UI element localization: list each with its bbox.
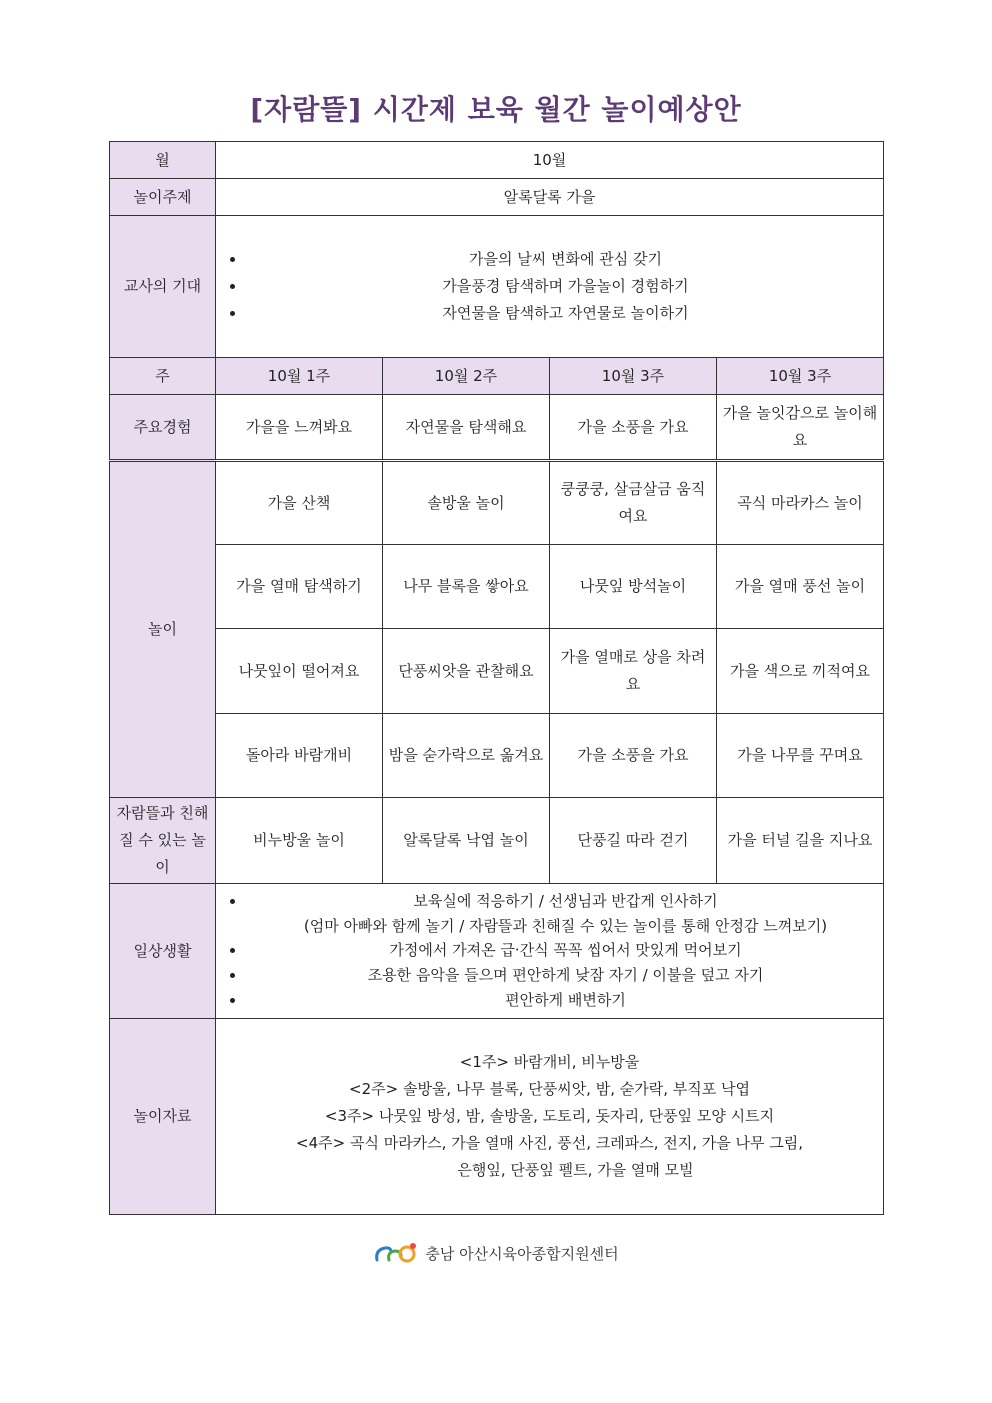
daily-life-item: • 가정에서 가져온 급·간식 꼭꼭 씹어서 맛있게 먹어보기 (246, 938, 879, 963)
play-cell: 솔방울 놀이 (383, 461, 550, 545)
play-cell: 가을 산책 (216, 461, 383, 545)
play-cell: 가을 열매 탐색하기 (216, 545, 383, 629)
expectations-cell (216, 216, 884, 358)
materials-week-2: <2주> 솔방울, 나무 블록, 단풍씨앗, 밤, 숟가락, 부직포 낙엽 (349, 1080, 750, 1098)
experience-cell: 가을을 느껴봐요 (216, 395, 383, 461)
experience-cell: 가을 놀잇감으로 놀이해요 (717, 395, 884, 461)
friendly-play-row (110, 798, 884, 884)
daily-life-item (246, 889, 879, 938)
expectations-row (110, 216, 884, 358)
daily-life-cell (216, 884, 884, 1019)
experience-cell: 가을 소풍을 가요 (550, 395, 717, 461)
play-cell: 가을 나무를 꾸며요 (717, 714, 884, 798)
week-header: 10월 1주 (216, 358, 383, 395)
week-header: 10월 3주 (550, 358, 717, 395)
play-cell: 가을 색으로 끼적여요 (717, 629, 884, 714)
theme-value: 알록달록 가을 (216, 179, 884, 216)
daily-life-row (110, 884, 884, 1019)
theme-row (110, 179, 884, 216)
center-logo-icon (373, 1240, 419, 1266)
friendly-play-label: 자람뜰과 친해질 수 있는 놀이 (110, 798, 216, 884)
expectation-item: • 자연물을 탐색하고 자연물로 놀이하기 (246, 300, 879, 327)
expectation-item: • 가을풍경 탐색하며 가을놀이 경험하기 (246, 273, 879, 300)
play-cell: 나무 블록을 쌓아요 (383, 545, 550, 629)
daily-life-item: • 조용한 음악을 들으며 편안하게 낮잠 자기 / 이불을 덮고 자기 (246, 963, 879, 988)
weeks-label: 주 (110, 358, 216, 395)
page-title: [자람뜰] 시간제 보육 월간 놀이예상안 (250, 93, 742, 126)
materials-cell (216, 1019, 884, 1215)
daily-life-label: 일상생활 (110, 884, 216, 1019)
play-row (110, 629, 884, 714)
play-cell: 단풍씨앗을 관찰해요 (383, 629, 550, 714)
materials-week-4: <4주> 곡식 마라카스, 가을 열매 사진, 풍선, 크레파스, 전지, 가을 나무 그림, (296, 1134, 803, 1152)
experience-cell: 자연물을 탐색해요 (383, 395, 550, 461)
play-cell: 쿵쿵쿵, 살금살금 움직여요 (550, 461, 717, 545)
month-value: 10월 (216, 142, 884, 179)
play-cell: 돌아라 바람개비 (216, 714, 383, 798)
friendly-play-cell: 가을 터널 길을 지나요 (717, 798, 884, 884)
materials-row (110, 1019, 884, 1215)
expectation-item: • 가을의 날씨 변화에 관심 갖기 (246, 246, 879, 273)
month-label: 월 (110, 142, 216, 179)
footer-org: 충남 아산시육아종합지원센터 (425, 1244, 619, 1263)
week-header: 10월 3주 (717, 358, 884, 395)
play-label: 놀이 (110, 461, 216, 798)
daily-life-item: • 편안하게 배변하기 (246, 988, 879, 1013)
weeks-row (110, 358, 884, 395)
footer (0, 1240, 992, 1266)
play-row (110, 545, 884, 629)
expectations-label: 교사의 기대 (110, 216, 216, 358)
materials-week-3: <3주> 나뭇잎 방성, 밤, 솔방울, 도토리, 돗자리, 단풍잎 모양 시트지 (324, 1107, 775, 1125)
play-cell: 나뭇잎 방석놀이 (550, 545, 717, 629)
play-cell: 가을 소풍을 가요 (550, 714, 717, 798)
main-experience-label: 주요경험 (110, 395, 216, 461)
play-cell: 나뭇잎이 떨어져요 (216, 629, 383, 714)
materials-label: 놀이자료 (110, 1019, 216, 1215)
month-row (110, 142, 884, 179)
play-cell: 가을 열매 풍선 놀이 (717, 545, 884, 629)
play-cell: 가을 열매로 상을 차려요 (550, 629, 717, 714)
friendly-play-cell: 비누방울 놀이 (216, 798, 383, 884)
theme-label: 놀이주제 (110, 179, 216, 216)
friendly-play-cell: 단풍길 따라 걷기 (550, 798, 717, 884)
play-row (110, 461, 884, 545)
daily-life-subtext: (엄마 아빠와 함께 놀기 / 자람뜰과 친해질 수 있는 놀이를 통해 안정감 느껴보기) (303, 917, 828, 935)
play-row (110, 714, 884, 798)
plan-table (109, 141, 884, 1215)
daily-life-text: 보육실에 적응하기 / 선생님과 반갑게 인사하기 (413, 892, 718, 910)
main-experience-row (110, 395, 884, 461)
play-cell: 곡식 마라카스 놀이 (717, 461, 884, 545)
play-cell: 밤을 숟가락으로 옮겨요 (383, 714, 550, 798)
week-header: 10월 2주 (383, 358, 550, 395)
friendly-play-cell: 알록달록 낙엽 놀이 (383, 798, 550, 884)
materials-week-1: <1주> 바람개비, 비누방울 (459, 1053, 640, 1071)
materials-week-4-continued: 은행잎, 단풍잎 펠트, 가을 열매 모빌 (457, 1161, 694, 1179)
